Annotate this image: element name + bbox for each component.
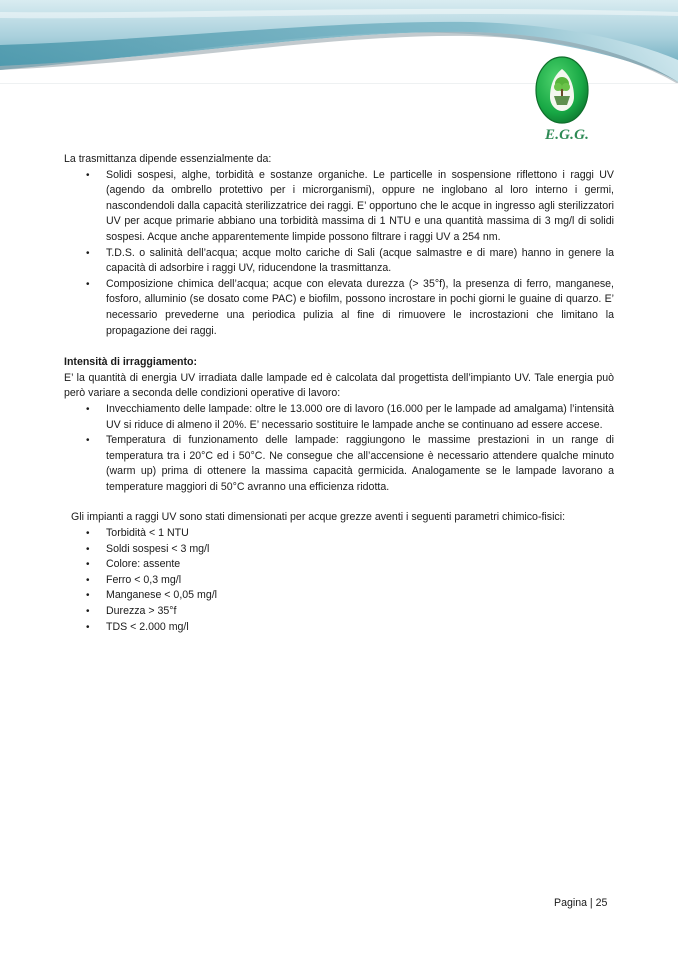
list-item: • Composizione chimica dell’acqua; acque con elevata durezza (> 35°f), la presenza di ferro, manganese, fosforo, alluminio (se dosato come PAC) e biofilm, possono incrostare in pochi giorni le guaine di quarzo. E’ necessario prevederne una periodica pulizia al fine di rimuovere le incrostazioni che limitano la propagazione dei raggi. bbox=[86, 277, 614, 337]
bullet-icon: • bbox=[86, 621, 90, 633]
bullet-icon: • bbox=[86, 169, 90, 181]
list-item: • Torbidità < 1 NTU bbox=[64, 526, 614, 542]
list-item: • Durezza > 35°f bbox=[64, 604, 614, 620]
bullet-icon: • bbox=[86, 528, 90, 540]
bullet-icon: • bbox=[86, 543, 90, 555]
irradiation-factors-list bbox=[64, 402, 614, 496]
egg-logo-icon bbox=[534, 55, 590, 125]
list-item: • T.D.S. o salinità dell’acqua; acque molto cariche di Sali (acque salmastre e di mare) hanno in genere la capacità di adsorbire i raggi UV, riducendone la trasmittanza. bbox=[86, 246, 614, 275]
document-body bbox=[64, 152, 614, 635]
list-item: • Temperatura di funzionamento delle lampade: raggiungono le massime prestazioni in un range di temperatura tra i 20°C ed i 50°C. Ne consegue che all’accensione è necessario attendere qualche minuto (warm up) prima di ottenere la massima capacità germicida. Analogamente se le lampade lavorano a temperature maggiori di 50°C avranno una efficienza ridotta. bbox=[86, 434, 614, 493]
list-item: • Ferro < 0,3 mg/l bbox=[64, 573, 614, 589]
list-item: • TDS < 2.000 mg/l bbox=[64, 620, 614, 636]
list-item: • Invecchiamento delle lampade: oltre le 13.000 ore di lavoro (16.000 per le lampade ad amalgama) l’intensità UV si riduce di almeno il 20%. E’ necessario sostituire le lampade anche se continuano ad essere accese. bbox=[86, 402, 614, 431]
page-number: Pagina | 25 bbox=[554, 897, 608, 909]
bullet-icon: • bbox=[86, 403, 90, 415]
bullet-icon: • bbox=[86, 606, 90, 618]
bullet-icon: • bbox=[86, 574, 90, 586]
list-item: • Colore: assente bbox=[64, 557, 614, 573]
list-item: • Solidi sospesi, alghe, torbidità e sostanze organiche. Le particelle in sospensione riflettono i raggi UV (agendo da ombrello protettivo per i microrganismi), oppure ne inglobano al loro interno i germi, nascondendoli dalla capacità sterilizzatrice dei raggi. E’ opportuno che le acque in ingresso agli sterilizzatori UV per acque primarie abbiano una torbidità massima di 1 NTU e una quantità massima di 3 mg/l di solidi sospesi. Acque anche apparentemente limpide possono filtrare i raggi UV a 254 nm. bbox=[86, 168, 614, 243]
list-item: • Soldi sospesi < 3 mg/l bbox=[64, 542, 614, 558]
bullet-icon: • bbox=[86, 435, 90, 447]
bullet-icon: • bbox=[86, 559, 90, 571]
spacer bbox=[64, 495, 614, 510]
list-item: • Manganese < 0,05 mg/l bbox=[64, 588, 614, 604]
parameters-intro: Gli impianti a raggi UV sono stati dimensionati per acque grezze aventi i seguenti parametri chimico-fisici: bbox=[71, 511, 566, 524]
bullet-icon: • bbox=[86, 278, 90, 290]
transmittance-factors-list bbox=[64, 168, 614, 340]
water-parameters-list bbox=[64, 526, 614, 635]
irradiation-intro: E’ la quantità di energia UV irradiata dalle lampade ed è calcolata dal progettista dell’impianto UV. Tale energia può però variare a seconda delle condizioni operative di lavoro: bbox=[64, 371, 614, 400]
bullet-icon: • bbox=[86, 590, 90, 602]
section-heading: Intensità di irraggiamento: bbox=[64, 356, 198, 369]
logo-text: E.G.G. bbox=[545, 127, 590, 143]
transmittance-intro: La trasmittanza dipende essenzialmente da: bbox=[64, 153, 272, 165]
bullet-icon: • bbox=[86, 247, 90, 259]
